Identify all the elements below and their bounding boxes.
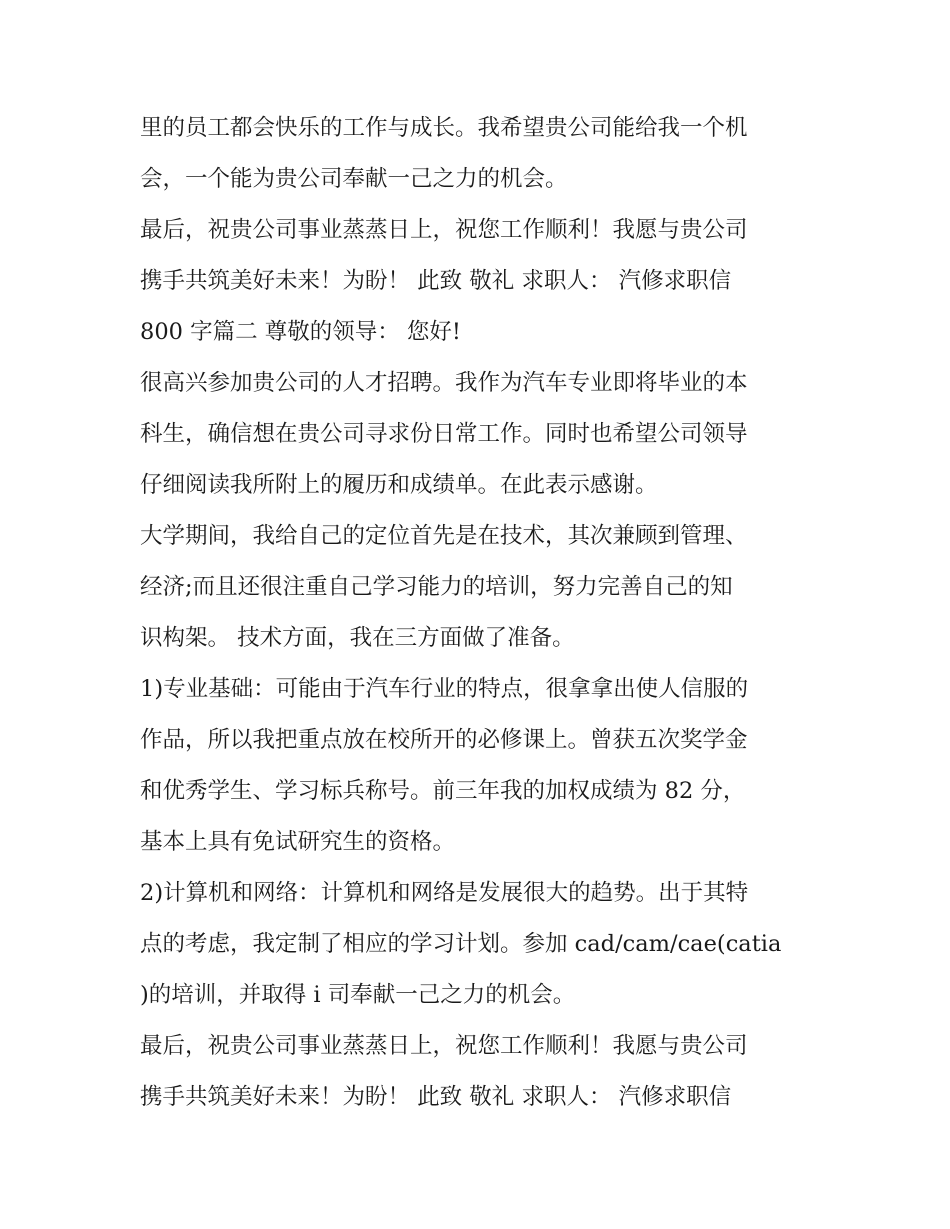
text-line: 800 字篇二 尊敬的领导： 您好! — [140, 319, 461, 345]
text-line: 科生，确信想在贵公司寻求份日常工作。同时也希望公司领导 — [140, 421, 748, 447]
paragraph-5 — [140, 664, 812, 868]
paragraph-3 — [140, 358, 812, 511]
paragraph-6 — [140, 868, 812, 1021]
text-line: 作品，所以我把重点放在校所开的必修课上。曾获五次奖学金 — [140, 727, 748, 753]
text-line: 里的员工都会快乐的工作与成长。我希望贵公司能给我一个机 — [140, 115, 748, 141]
text-line: 和优秀学生、学习标兵称号。前三年我的加权成绩为 82 分， — [140, 778, 746, 804]
text-line: 会，一个能为贵公司奉献一己之力的机会。 — [140, 166, 568, 192]
text-line: 最后，祝贵公司事业蒸蒸日上，祝您工作顺利！我愿与贵公司 — [140, 217, 748, 243]
text-line: 基本上具有免试研究生的资格。 — [140, 829, 456, 855]
text-line: 2)计算机和网络：计算机和网络是发展很大的趋势。出于其特 — [140, 880, 749, 906]
text-line: 点的考虑，我定制了相应的学习计划。参加 cad/cam/cae(catia — [140, 931, 782, 957]
text-line: 经济;而且还很注重自己学习能力的培训，努力完善自己的知 — [140, 574, 733, 600]
text-line: 携手共筑美好未来！为盼！ 此致 敬礼 求职人： 汽修求职信 — [140, 1084, 732, 1110]
document-body — [140, 103, 812, 1123]
text-line: 很高兴参加贵公司的人才招聘。我作为汽车专业即将毕业的本 — [140, 370, 748, 396]
text-line: 大学期间，我给自己的定位首先是在技术，其次兼顾到管理、 — [140, 523, 748, 549]
paragraph-1 — [140, 103, 812, 205]
text-line: 识构架。 技术方面，我在三方面做了准备。 — [140, 625, 575, 651]
paragraph-4 — [140, 511, 812, 664]
text-line: )的培训，并取得 i 司奉献一己之力的机会。 — [140, 982, 576, 1008]
paragraph-7 — [140, 1021, 812, 1123]
text-line: 1)专业基础：可能由于汽车行业的特点，很拿拿出使人信服的 — [140, 676, 749, 702]
text-line: 最后，祝贵公司事业蒸蒸日上，祝您工作顺利！我愿与贵公司 — [140, 1033, 748, 1059]
paragraph-2 — [140, 205, 812, 358]
text-line: 仔细阅读我所附上的履历和成绩单。在此表示感谢。 — [140, 472, 658, 498]
text-line: 携手共筑美好未来！为盼！ 此致 敬礼 求职人： 汽修求职信 — [140, 268, 732, 294]
